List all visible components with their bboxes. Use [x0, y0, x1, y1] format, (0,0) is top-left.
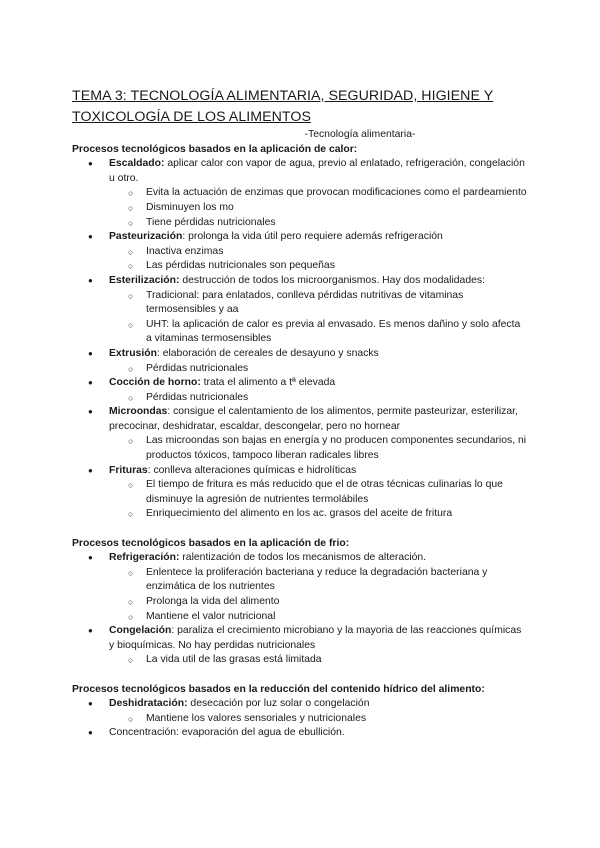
sub-list-item: ○ El tiempo de fritura es más reducido que el de otras técnicas culinarias lo que disminuye la agresión de nutrientes termolábiles: [109, 478, 528, 507]
item-term: Microondas: [109, 406, 168, 418]
sub-list-item: ○ Tradicional: para enlatados, conlleva pérdidas nutritivas de vitaminas termosensibles y aa: [109, 289, 528, 318]
sub-list-item: ○ UHT: la aplicación de calor es previa al envasado. Es menos dañino y solo afecta a vitaminas termosensibles: [109, 318, 528, 347]
section-spacer: [72, 668, 528, 683]
bullet-list: [72, 157, 528, 522]
sub-bullet-list: [109, 434, 528, 463]
item-term: Refrigeración:: [109, 552, 180, 564]
list-item: [72, 274, 528, 347]
sub-list-item: ○ La vida util de las grasas está limitada: [109, 653, 528, 668]
item-term: Cocción de horno:: [109, 377, 201, 389]
sections-container: [72, 143, 528, 741]
sub-list-item: ○ Enlentece la proliferación bacteriana y reduce la degradación bacteriana y enzimática de los nutrientes: [109, 566, 528, 595]
section-heading: Procesos tecnológicos basados en la aplicación de calor:: [72, 143, 358, 155]
item-text: aplicar calor con vapor de agua, previo al enlatado, refrigeración, congelación u otro.: [109, 158, 525, 184]
item-text: destrucción de todos los microorganismos. Hay dos modalidades:: [179, 274, 485, 286]
item-term: Deshidratación:: [109, 698, 188, 710]
item-text: : conlleva alteraciones químicas e hidrolíticas: [147, 464, 357, 476]
item-term: Congelación: [109, 625, 172, 637]
document-subtitle: -Tecnología alimentaria-: [304, 129, 416, 140]
sub-list-item: ○ Pérdidas nutricionales: [109, 391, 528, 406]
section-heading: Procesos tecnológicos basados en la aplicación de frio:: [72, 537, 350, 549]
item-text: Concentración: evaporación del agua de ebullición.: [109, 727, 345, 739]
item-text: trata el alimento a tª elevada: [200, 377, 336, 389]
sub-list-item: ○ Enriquecimiento del alimento en los ac. grasos del aceite de fritura: [109, 507, 528, 522]
sub-bullet-list: [109, 478, 528, 522]
item-text: ralentización de todos los mecanismos de alteración.: [179, 552, 427, 564]
sub-list-item: ○ Evita la actuación de enzimas que provocan modificaciones como el pardeamiento: [109, 186, 528, 201]
document-page: [72, 86, 528, 741]
sub-bullet-list: [109, 566, 528, 624]
list-item: [72, 551, 528, 624]
sub-list-item: ○ Disminuyen los mo: [109, 201, 528, 216]
sub-bullet-list: [109, 289, 528, 347]
sub-bullet-list: [109, 653, 528, 668]
list-item: [72, 376, 528, 405]
item-term: Escaldado:: [109, 158, 165, 170]
list-item: [72, 405, 528, 463]
sub-bullet-list: [109, 186, 528, 230]
sub-bullet-list: [109, 245, 528, 274]
bullet-list: [72, 697, 528, 741]
list-item: [72, 726, 528, 741]
item-text: : prolonga la vida útil pero requiere además refrigeración: [182, 231, 443, 243]
item-text: : paraliza el crecimiento microbiano y la mayoria de las reacciones químicas y bioquímicas. No hay perdidas nutricionales: [109, 625, 522, 651]
sub-bullet-list: [109, 391, 528, 406]
list-item: [72, 624, 528, 668]
sub-list-item: ○ Tiene pérdidas nutricionales: [109, 216, 528, 231]
sub-list-item: ○ Prolonga la vida del alimento: [109, 595, 528, 610]
item-text: desecación por luz solar o congelación: [187, 698, 370, 710]
list-item: [72, 157, 528, 230]
list-item: [72, 464, 528, 522]
sub-list-item: ○ Las pérdidas nutricionales son pequeñas: [109, 259, 528, 274]
sub-bullet-list: [109, 362, 528, 377]
bullet-list: [72, 551, 528, 668]
sub-list-item: ○ Las microondas son bajas en energía y no producen componentes secundarios, ni productos tóxicos, tampoco liberan radicales libres: [109, 434, 528, 463]
item-text: : consigue el calentamiento de los alimentos, permite pasteurizar, esterilizar, precocinar, deshidratar, escaldar, descongelar, pero no hornear: [109, 406, 518, 432]
sub-list-item: ○ Mantiene el valor nutricional: [109, 610, 528, 625]
item-text: : elaboración de cereales de desayuno y snacks: [156, 347, 379, 359]
sub-list-item: ○ Mantiene los valores sensoriales y nutricionales: [109, 712, 528, 727]
item-term: Pasteurización: [109, 231, 183, 243]
sub-list-item: ○ Pérdidas nutricionales: [109, 362, 528, 377]
list-item: [72, 230, 528, 274]
list-item: [72, 347, 528, 376]
list-item: [72, 697, 528, 726]
item-term: Esterilización:: [109, 274, 180, 286]
document-title: TEMA 3: TECNOLOGÍA ALIMENTARIA, SEGURIDAD, HIGIENE Y TOXICOLOGÍA DE LOS ALIMENTOS: [72, 88, 494, 125]
sub-list-item: ○ Inactiva enzimas: [109, 245, 528, 260]
item-term: Extrusión: [109, 347, 157, 359]
sub-bullet-list: [109, 712, 528, 727]
section-heading: Procesos tecnológicos basados en la reducción del contenido hídrico del alimento:: [72, 683, 485, 695]
item-term: Frituras: [109, 464, 148, 476]
section-spacer: [72, 522, 528, 537]
